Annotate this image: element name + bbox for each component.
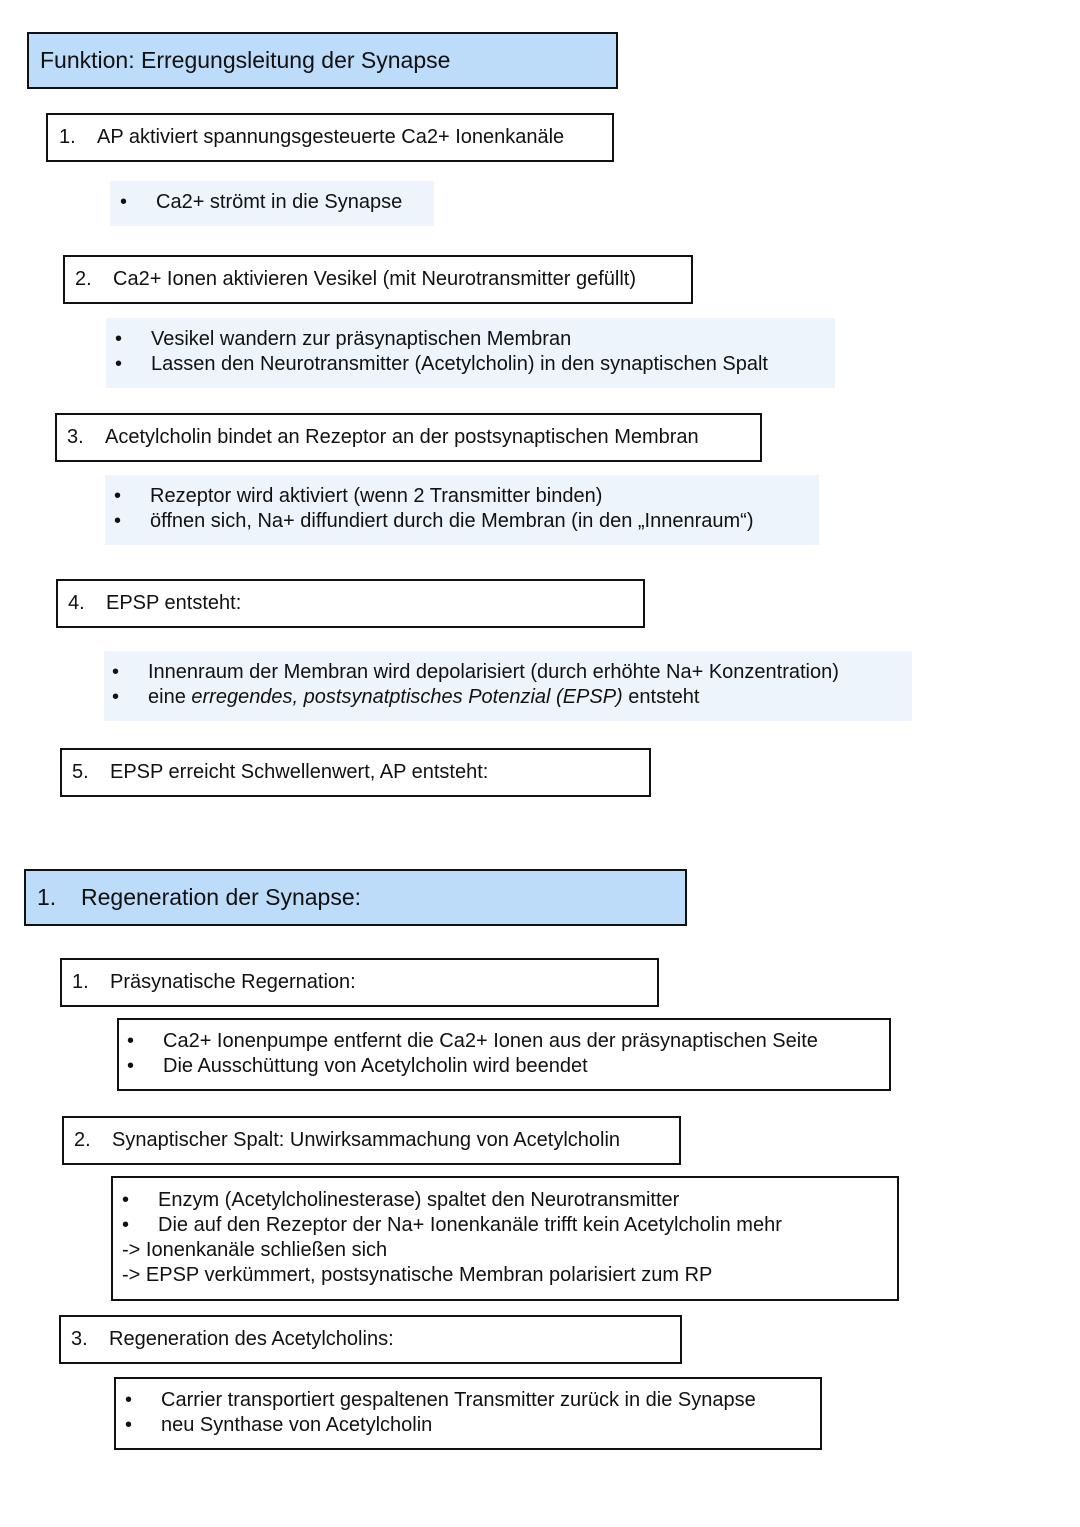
list-item: • Innenraum der Membran wird depolarisiert (durch erhöhte Na+ Konzentration) <box>112 661 839 683</box>
step-label: Synaptischer Spalt: Unwirksammachung von Acetylcholin <box>112 1129 621 1151</box>
section2-title: 1. Regeneration der Synapse: <box>24 869 687 926</box>
step-4-box <box>56 579 645 628</box>
regen-step-1-notes <box>117 1018 891 1091</box>
step-2-notes <box>106 318 835 388</box>
step-number: 4. <box>68 592 85 614</box>
regen-step-3-notes <box>114 1377 822 1450</box>
step-label: Ca2+ Ionen aktivieren Vesikel (mit Neurotransmitter gefüllt) <box>113 268 637 290</box>
list-item: • Rezeptor wird aktiviert (wenn 2 Transmitter binden) <box>114 485 603 507</box>
step-1-box <box>46 113 614 162</box>
section1-title: Funktion: Erregungsleitung der Synapse <box>27 32 618 89</box>
regen-step-2-notes <box>111 1176 899 1301</box>
list-item: • Vesikel wandern zur präsynaptischen Membran <box>115 328 572 350</box>
step-number: 3. <box>71 1328 88 1350</box>
list-item: • neu Synthase von Acetylcholin <box>125 1414 433 1436</box>
step-2-box <box>63 255 693 304</box>
list-item: • Carrier transportiert gespaltenen Transmitter zurück in die Synapse <box>125 1389 756 1411</box>
arrow-line: -> Ionenkanäle schließen sich <box>122 1239 388 1261</box>
arrow-line: -> EPSP verkümmert, postsynatische Membran polarisiert zum RP <box>122 1264 713 1286</box>
step-number: 5. <box>72 761 89 783</box>
step-number: 2. <box>75 268 92 290</box>
step-3-box <box>55 413 762 462</box>
step-3-notes <box>105 475 819 545</box>
step-label: Präsynatische Regernation: <box>110 971 356 993</box>
list-item: • eine erregendes, postsynatptisches Potenzial (EPSP) entsteht <box>112 686 700 708</box>
step-4-notes <box>104 651 912 721</box>
list-item: • Enzym (Acetylcholinesterase) spaltet den Neurotransmitter <box>122 1189 680 1211</box>
step-label: Acetylcholin bindet an Rezeptor an der postsynaptischen Membran <box>105 426 699 448</box>
step-5-box <box>60 748 651 797</box>
step-number: 1. <box>59 126 76 148</box>
list-item: • Die auf den Rezeptor der Na+ Ionenkanäle trifft kein Acetylcholin mehr <box>122 1214 782 1236</box>
step-label: Regeneration des Acetylcholins: <box>109 1328 394 1350</box>
step-label: EPSP entsteht: <box>106 592 242 614</box>
step-label: EPSP erreicht Schwellenwert, AP entsteht: <box>110 761 489 783</box>
step-label: AP aktiviert spannungsgesteuerte Ca2+ Ionenkanäle <box>97 126 565 148</box>
list-item: • Ca2+ strömt in die Synapse <box>120 191 403 213</box>
step-number: 2. <box>74 1129 91 1151</box>
step-number: 1. <box>72 971 89 993</box>
regen-step-2-box <box>62 1116 681 1165</box>
list-item: • Die Ausschüttung von Acetylcholin wird beendet <box>127 1055 588 1077</box>
list-item: • öffnen sich, Na+ diffundiert durch die Membran (in den „Innenraum“) <box>114 510 754 532</box>
list-item: • Ca2+ Ionenpumpe entfernt die Ca2+ Ionen aus der präsynaptischen Seite <box>127 1030 818 1052</box>
list-item: • Lassen den Neurotransmitter (Acetylcholin) in den synaptischen Spalt <box>115 353 768 375</box>
step-number: 3. <box>67 426 84 448</box>
regen-step-3-box <box>59 1315 682 1364</box>
step-1-notes <box>110 181 434 226</box>
regen-step-1-box <box>60 958 659 1007</box>
